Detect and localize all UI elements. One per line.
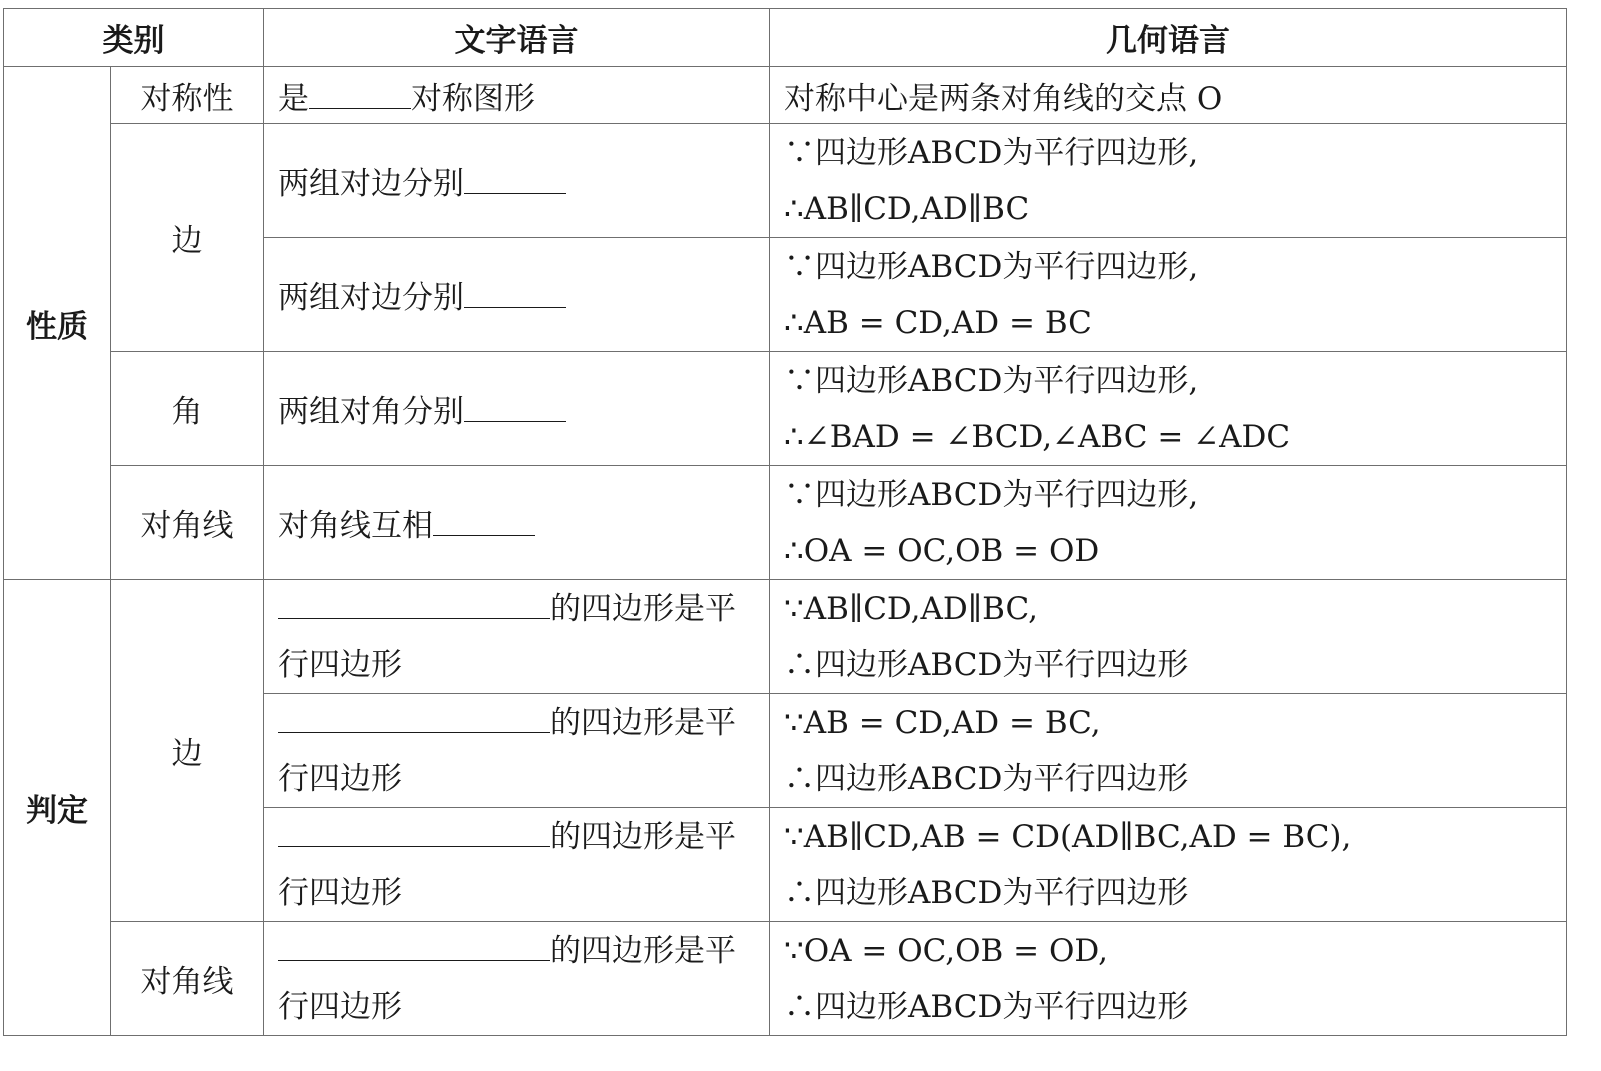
table-row [4, 922, 1567, 1036]
header-geometric-language: 几何语言 [770, 9, 1567, 67]
text-suffix: 的四边形是平 [550, 590, 736, 627]
text-cell [264, 922, 770, 1036]
text-suffix: 的四边形是平 [550, 704, 736, 741]
answer-blank[interactable] [464, 281, 566, 308]
geo-line: ∴AB = CD,AD = BC [784, 304, 1092, 341]
text-line: 行四边形 [278, 760, 402, 797]
geo-line: ∵四边形ABCD为平行四边形, [784, 134, 1199, 171]
subcategory-side: 边 [111, 124, 264, 352]
group-determination: 判定 [4, 580, 111, 1036]
geo-cell [770, 922, 1567, 1036]
geo-line: ∵四边形ABCD为平行四边形, [784, 248, 1199, 285]
text-cell [264, 67, 770, 124]
geo-cell [770, 466, 1567, 580]
geo-line: ∵四边形ABCD为平行四边形, [784, 362, 1199, 399]
geo-line: ∴∠BAD = ∠BCD,∠ABC = ∠ADC [784, 418, 1291, 455]
text-cell [264, 124, 770, 238]
parallelogram-table [3, 8, 1567, 1036]
geo-cell [770, 808, 1567, 922]
geo-line: 对称中心是两条对角线的交点 O [784, 80, 1223, 117]
geo-line: ∵OA = OC,OB = OD, [784, 932, 1108, 969]
text-cell [264, 694, 770, 808]
table-row [4, 67, 1567, 124]
content-area [3, 8, 1567, 1036]
geo-cell [770, 580, 1567, 694]
text-suffix: 的四边形是平 [550, 932, 736, 969]
text-label: 两组对角分别 [278, 394, 464, 430]
group-properties: 性质 [4, 67, 111, 580]
answer-blank[interactable] [278, 706, 550, 733]
geo-line: ∵AB∥CD,AD∥BC, [784, 590, 1038, 627]
text-line: 行四边形 [278, 646, 402, 683]
subcategory-diagonal: 对角线 [111, 922, 264, 1036]
geo-line: ∵四边形ABCD为平行四边形, [784, 476, 1199, 513]
text-after: 对称图形 [411, 80, 535, 117]
geo-line: ∵AB∥CD,AB = CD(AD∥BC,AD = BC), [784, 818, 1352, 855]
geo-line: ∴四边形ABCD为平行四边形 [784, 988, 1189, 1025]
geo-cell [770, 67, 1567, 124]
text-line [278, 923, 769, 979]
text-line: 行四边形 [278, 874, 402, 911]
answer-blank[interactable] [309, 82, 411, 109]
table-row [4, 352, 1567, 466]
text-cell [264, 238, 770, 352]
text-label: 对角线互相 [278, 508, 433, 544]
text-line [278, 581, 769, 637]
geo-cell [770, 238, 1567, 352]
text-line: 行四边形 [278, 988, 402, 1025]
answer-blank[interactable] [464, 395, 566, 422]
geo-line: ∴OA = OC,OB = OD [784, 532, 1100, 569]
answer-blank[interactable] [464, 167, 566, 194]
table-row [4, 466, 1567, 580]
text-cell [264, 466, 770, 580]
answer-blank[interactable] [278, 592, 550, 619]
answer-blank[interactable] [433, 509, 535, 536]
header-text-language: 文字语言 [264, 9, 770, 67]
subcategory-diagonal: 对角线 [111, 466, 264, 580]
table-row [4, 580, 1567, 694]
subcategory-angle: 角 [111, 352, 264, 466]
text-line [278, 809, 769, 865]
text-cell [264, 352, 770, 466]
answer-blank[interactable] [278, 934, 550, 961]
geo-line: ∴四边形ABCD为平行四边形 [784, 874, 1189, 911]
table-row [4, 124, 1567, 238]
text-line [278, 695, 769, 751]
answer-blank[interactable] [278, 820, 550, 847]
geo-line: ∵AB = CD,AD = BC, [784, 704, 1101, 741]
text-suffix: 的四边形是平 [550, 818, 736, 855]
subcategory-symmetry: 对称性 [111, 67, 264, 124]
geo-line: ∴AB∥CD,AD∥BC [784, 190, 1030, 227]
geo-line: ∴四边形ABCD为平行四边形 [784, 760, 1189, 797]
text-cell [264, 808, 770, 922]
text-cell [264, 580, 770, 694]
header-category: 类别 [4, 9, 264, 67]
header-row [4, 9, 1567, 67]
geo-cell [770, 352, 1567, 466]
geo-line: ∴四边形ABCD为平行四边形 [784, 646, 1189, 683]
text-label: 两组对边分别 [278, 280, 464, 316]
geo-cell [770, 694, 1567, 808]
geo-cell [770, 124, 1567, 238]
subcategory-side: 边 [111, 580, 264, 922]
text-label: 两组对边分别 [278, 166, 464, 202]
text-before: 是 [278, 80, 309, 117]
